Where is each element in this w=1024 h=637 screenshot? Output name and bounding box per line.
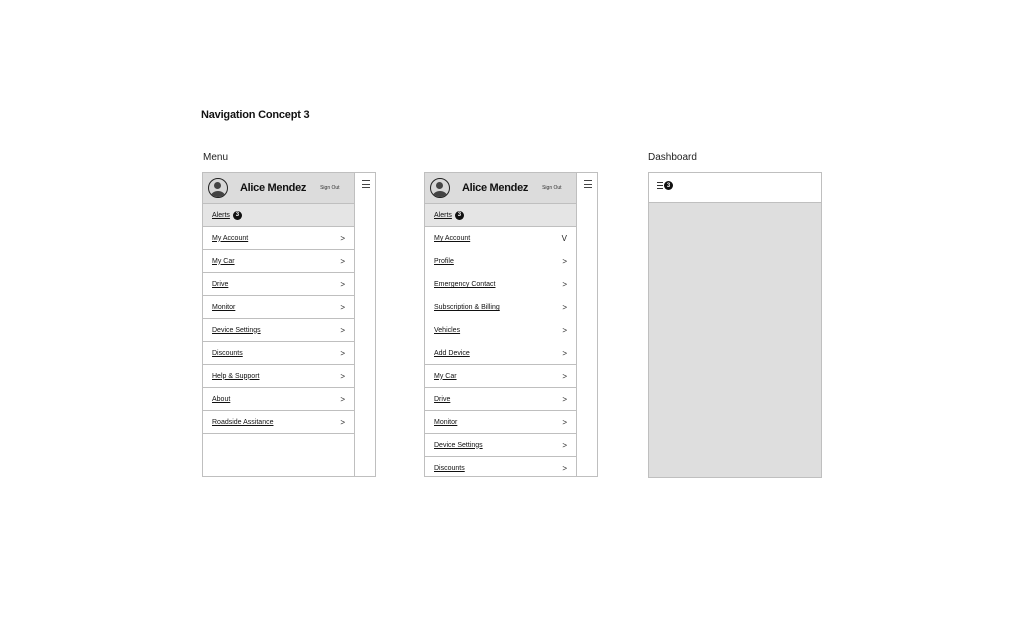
menu-list — [203, 227, 354, 434]
alerts-link[interactable]: Alerts — [212, 211, 230, 219]
menu-item-label[interactable]: My Car — [212, 257, 235, 265]
chevron-right-icon: > — [562, 348, 567, 358]
menu-item-label[interactable]: Emergency Contact — [434, 281, 496, 288]
menu-item-label[interactable]: My Account — [212, 234, 249, 242]
menu-item-label[interactable]: My Account — [434, 235, 471, 242]
menu-item-label[interactable]: Add Device — [434, 349, 470, 357]
menu-item-label[interactable]: Help & Support — [212, 372, 260, 380]
sign-out-link[interactable]: Sign Out — [542, 185, 562, 191]
chevron-right-icon: > — [562, 326, 567, 335]
chevron-right-icon: > — [340, 371, 345, 381]
chevron-right-icon: > — [562, 257, 567, 266]
page-title: Navigation Concept 3 — [201, 109, 310, 121]
menu-item-label[interactable]: About — [212, 395, 231, 403]
drawer-header — [203, 173, 354, 204]
hamburger-icon[interactable] — [362, 180, 370, 188]
sign-out-link[interactable]: Sign Out — [320, 185, 340, 191]
dashboard-header — [649, 173, 821, 203]
chevron-right-icon: > — [562, 440, 567, 450]
chevron-right-icon: > — [562, 303, 567, 312]
menu-item-label[interactable]: Roadside Assitance — [212, 418, 274, 426]
menu-item-roadside-assistance[interactable] — [203, 411, 354, 434]
menu-item-label[interactable]: Device Settings — [212, 326, 261, 334]
chevron-right-icon: > — [562, 394, 567, 404]
alerts-row[interactable] — [203, 204, 354, 227]
alerts-row[interactable] — [425, 204, 576, 227]
menu-item-monitor[interactable] — [203, 296, 354, 319]
chevron-right-icon: > — [562, 417, 567, 427]
hamburger-icon[interactable] — [584, 180, 592, 188]
alerts-count-badge: 3 — [664, 181, 673, 190]
submenu-item-vehicles[interactable] — [425, 319, 576, 342]
alerts-link[interactable]: Alerts — [434, 211, 452, 219]
menu-item-help-support[interactable] — [203, 365, 354, 388]
alerts-count-badge: 3 — [233, 211, 242, 220]
drawer-header — [425, 173, 576, 204]
menu-item-drive[interactable] — [203, 273, 354, 296]
menu-item-label[interactable]: Drive — [434, 395, 451, 403]
menu-item-label[interactable]: My Car — [434, 372, 457, 380]
submenu-item-subscription-billing[interactable] — [425, 296, 576, 319]
chevron-right-icon: > — [562, 280, 567, 289]
menu-item-label[interactable]: Vehicles — [434, 327, 461, 334]
menu-item-drive[interactable] — [425, 388, 576, 411]
menu-expanded-phone-frame — [424, 172, 598, 477]
hamburger-icon[interactable] — [657, 182, 663, 189]
chevron-right-icon: > — [340, 256, 345, 266]
chevron-right-icon: > — [340, 233, 345, 243]
dashboard-content-placeholder — [649, 203, 821, 477]
chevron-right-icon: > — [562, 463, 567, 473]
submenu-item-emergency-contact[interactable] — [425, 273, 576, 296]
nav-drawer-expanded — [425, 173, 577, 476]
menu-item-label[interactable]: Discounts — [434, 464, 465, 472]
menu-item-my-account-expanded[interactable] — [425, 227, 576, 250]
chevron-right-icon: > — [340, 394, 345, 404]
menu-item-my-car[interactable] — [425, 365, 576, 388]
chevron-right-icon: > — [562, 371, 567, 381]
chevron-right-icon: > — [340, 325, 345, 335]
menu-item-label[interactable]: Profile — [434, 258, 454, 265]
menu-item-label[interactable]: Discounts — [212, 349, 243, 357]
menu-item-label[interactable]: Monitor — [434, 418, 458, 426]
dashboard-phone-frame — [648, 172, 822, 478]
dashboard-section-label: Dashboard — [648, 152, 697, 163]
alerts-count-badge: 3 — [455, 211, 464, 220]
chevron-down-icon: V — [561, 234, 567, 243]
chevron-right-icon: > — [340, 417, 345, 427]
menu-list-expanded — [425, 227, 576, 476]
user-name: Alice Mendez — [462, 182, 529, 194]
chevron-right-icon: > — [340, 302, 345, 312]
user-name: Alice Mendez — [240, 182, 307, 194]
nav-drawer — [203, 173, 355, 476]
menu-item-label[interactable]: Device Settings — [434, 441, 483, 449]
menu-item-device-settings[interactable] — [203, 319, 354, 342]
menu-item-label[interactable]: Monitor — [212, 303, 236, 311]
menu-item-my-account[interactable] — [203, 227, 354, 250]
menu-item-label[interactable]: Drive — [212, 280, 229, 288]
chevron-right-icon: > — [340, 348, 345, 358]
menu-phone-frame — [202, 172, 376, 477]
submenu-item-add-device[interactable] — [425, 342, 576, 365]
menu-item-my-car[interactable] — [203, 250, 354, 273]
chevron-right-icon: > — [340, 279, 345, 289]
avatar-icon[interactable] — [430, 178, 450, 198]
menu-item-device-settings[interactable] — [425, 434, 576, 457]
menu-item-about[interactable] — [203, 388, 354, 411]
menu-section-label: Menu — [203, 152, 229, 163]
menu-item-monitor[interactable] — [425, 411, 576, 434]
avatar-icon[interactable] — [208, 178, 228, 198]
menu-item-label[interactable]: Subscription & Billing — [434, 304, 500, 311]
submenu-item-profile[interactable] — [425, 250, 576, 273]
menu-item-discounts[interactable] — [203, 342, 354, 365]
menu-item-discounts[interactable] — [425, 457, 576, 476]
